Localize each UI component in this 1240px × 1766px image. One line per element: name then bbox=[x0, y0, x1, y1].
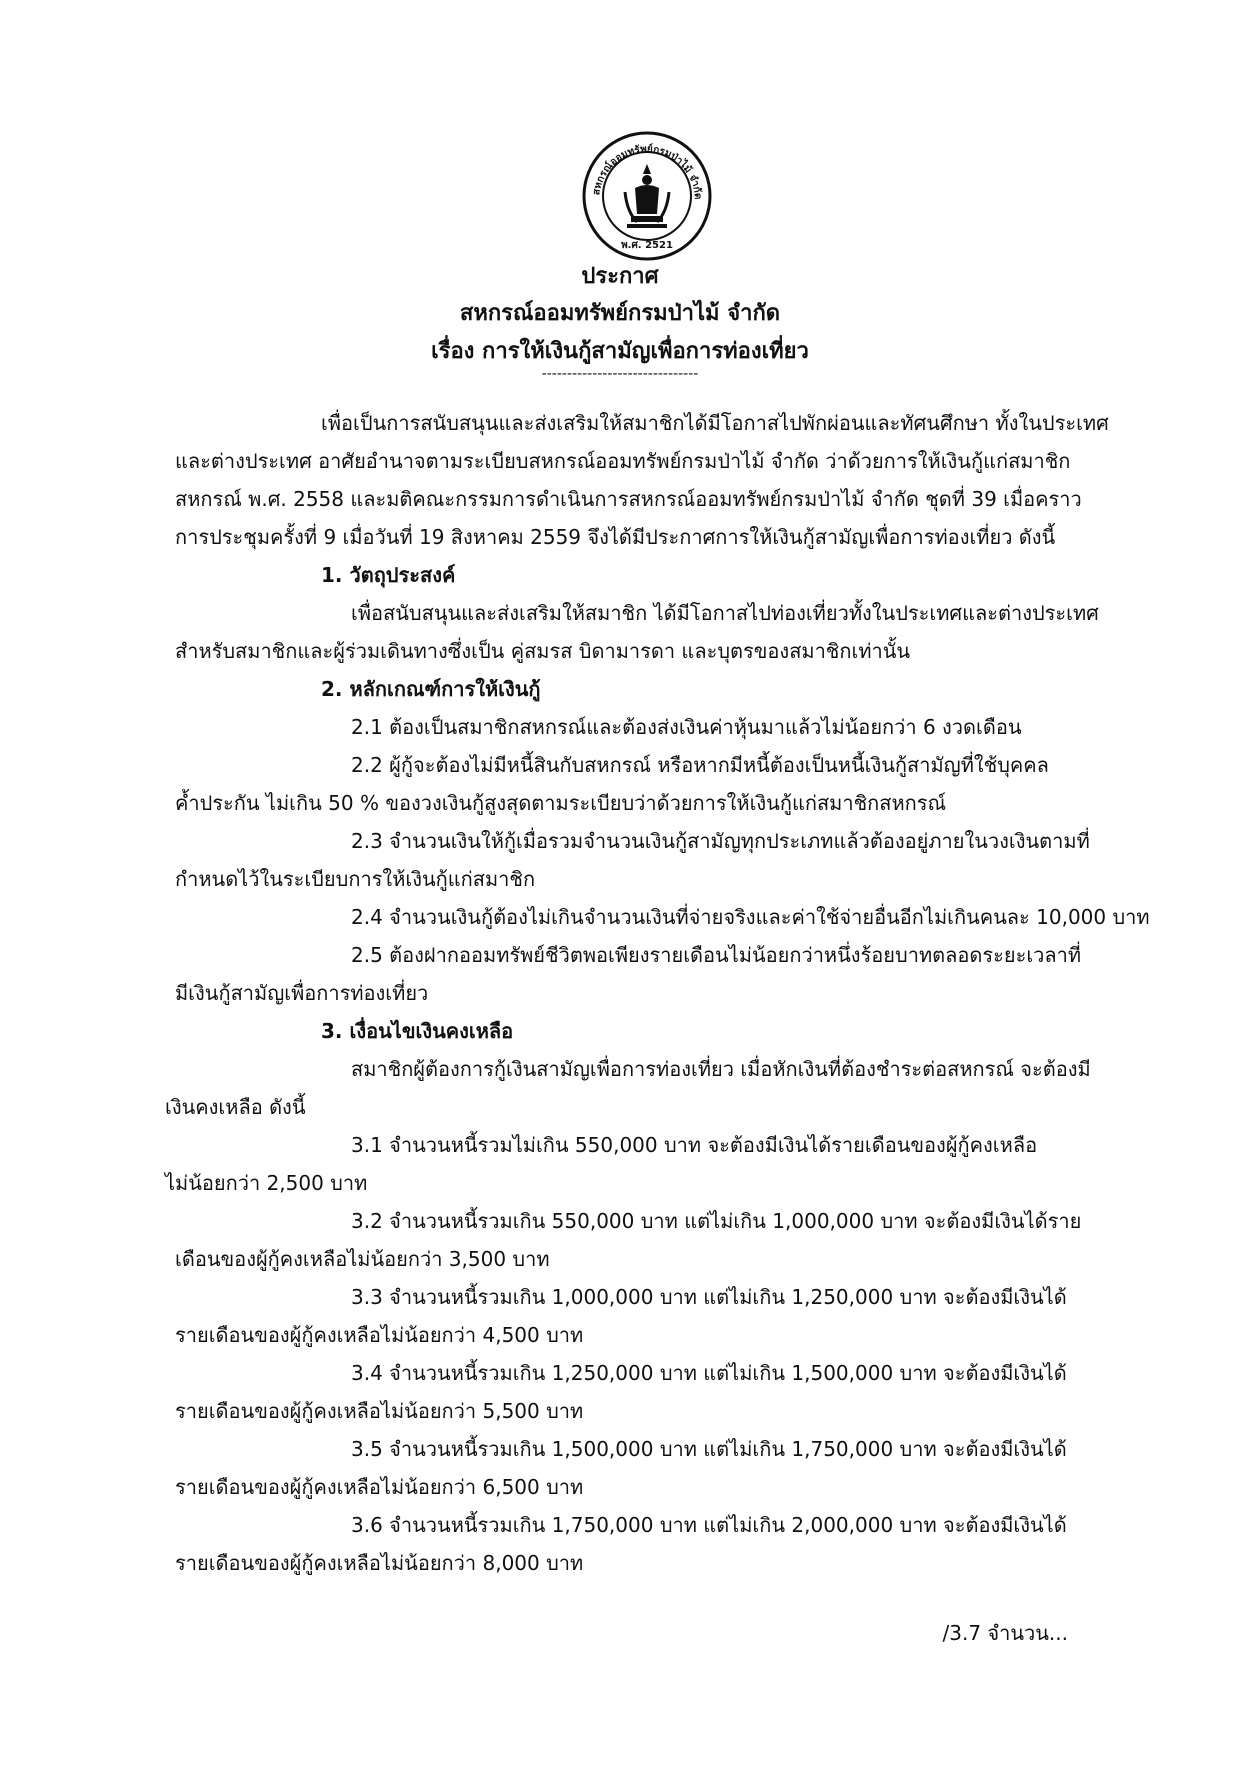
section-3-intro: สมาชิกผู้ต้องการกู้เงินสามัญเพื่อการท่องเที่ยว เมื่อหักเงินที่ต้องชำระต่อสหกรณ์ จะต้องมี bbox=[351, 1057, 1091, 1081]
svg-text:พ.ศ. 2521: พ.ศ. 2521 bbox=[621, 240, 673, 251]
cooperative-seal-logo bbox=[581, 130, 713, 262]
balance-rule-continued: รายเดือนของผู้กู้คงเหลือไม่น้อยกว่า 6,500 บาท bbox=[175, 1475, 584, 1499]
section-3-intro: เงินคงเหลือ ดังนี้ bbox=[165, 1095, 306, 1119]
intro-line: สหกรณ์ พ.ศ. 2558 และมติคณะกรรมการดำเนินการสหกรณ์ออมทรัพย์กรมป่าไม้ จำกัด ชุดที่ 39 เมื่อคราว bbox=[175, 487, 1082, 511]
organization-name: สหกรณ์ออมทรัพย์กรมป่าไม้ จำกัด bbox=[459, 301, 781, 326]
balance-rule-continued: เดือนของผู้กู้คงเหลือไม่น้อยกว่า 3,500 บาท bbox=[175, 1247, 550, 1271]
intro-line: และต่างประเทศ อาศัยอำนาจตามระเบียบสหกรณ์ออมทรัพย์กรมป่าไม้ จำกัด ว่าด้วยการให้เงินกู้แก่สมาชิก bbox=[175, 449, 1071, 473]
intro-line: การประชุมครั้งที่ 9 เมื่อวันที่ 19 สิงหาคม 2559 จึงได้มีประกาศการให้เงินกู้สามัญเพื่อการท่องเที่ยว ดังนี้ bbox=[175, 525, 1056, 549]
criterion-item: 2.5 ต้องฝากออมทรัพย์ชีวิตพอเพียงรายเดือนไม่น้อยกว่าหนึ่งร้อยบาทตลอดระยะเวลาที่ bbox=[351, 943, 1082, 967]
criterion-item: 2.4 จำนวนเงินกู้ต้องไม่เกินจำนวนเงินที่จ่ายจริงและค่าใช้จ่ายอื่นอีกไม่เกินคนละ 10,000 บาท bbox=[351, 905, 1150, 929]
page-title: ประกาศ bbox=[581, 264, 659, 289]
divider: ------------------------------- bbox=[541, 366, 699, 382]
criterion-item-continued: ค้ำประกัน ไม่เกิน 50 % ของวงเงินกู้สูงสุดตามระเบียบว่าด้วยการให้เงินกู้แก่สมาชิกสหกรณ์ bbox=[175, 791, 947, 815]
balance-rule: 3.2 จำนวนหนี้รวมเกิน 550,000 บาท แต่ไม่เกิน 1,000,000 บาท จะต้องมีเงินได้ราย bbox=[351, 1209, 1082, 1233]
section-1-text: เพื่อสนับสนุนและส่งเสริมให้สมาชิก ได้มีโอกาสไปท่องเที่ยวทั้งในประเทศและต่างประเทศ bbox=[351, 601, 1099, 625]
balance-rule-continued: รายเดือนของผู้กู้คงเหลือไม่น้อยกว่า 5,500 บาท bbox=[175, 1399, 584, 1423]
balance-rule-continued: รายเดือนของผู้กู้คงเหลือไม่น้อยกว่า 4,500 บาท bbox=[175, 1323, 584, 1347]
balance-rule-continued: รายเดือนของผู้กู้คงเหลือไม่น้อยกว่า 8,000 บาท bbox=[175, 1551, 584, 1575]
balance-rule: 3.4 จำนวนหนี้รวมเกิน 1,250,000 บาท แต่ไม่เกิน 1,500,000 บาท จะต้องมีเงินได้ bbox=[351, 1361, 1067, 1385]
criterion-item: 2.3 จำนวนเงินให้กู้เมื่อรวมจำนวนเงินกู้สามัญทุกประเภทแล้วต้องอยู่ภายในวงเงินตามที่ bbox=[351, 829, 1090, 853]
balance-rule-continued: ไม่น้อยกว่า 2,500 บาท bbox=[165, 1171, 368, 1195]
criterion-item-continued: มีเงินกู้สามัญเพื่อการท่องเที่ยว bbox=[175, 981, 429, 1005]
intro-line: เพื่อเป็นการสนับสนุนและส่งเสริมให้สมาชิกได้มีโอกาสไปพักผ่อนและทัศนศึกษา ทั้งในประเทศ bbox=[321, 411, 1109, 435]
page-continuation: /3.7 จำนวน... bbox=[942, 1621, 1068, 1645]
section-3-heading: 3. เงื่อนไขเงินคงเหลือ bbox=[321, 1019, 514, 1043]
criterion-item: 2.2 ผู้กู้จะต้องไม่มีหนี้สินกับสหกรณ์ หรือหากมีหนี้ต้องเป็นหนี้เงินกู้สามัญที่ใช้บุคคล bbox=[351, 753, 1049, 777]
balance-rule: 3.3 จำนวนหนี้รวมเกิน 1,000,000 บาท แต่ไม่เกิน 1,250,000 บาท จะต้องมีเงินได้ bbox=[351, 1285, 1067, 1309]
section-1-text: สำหรับสมาชิกและผู้ร่วมเดินทางซึ่งเป็น คู่สมรส บิดามารดา และบุตรของสมาชิกเท่านั้น bbox=[175, 639, 911, 663]
section-2-heading: 2. หลักเกณฑ์การให้เงินกู้ bbox=[321, 677, 541, 701]
criterion-item-continued: กำหนดไว้ในระเบียบการให้เงินกู้แก่สมาชิก bbox=[175, 867, 536, 891]
section-1-heading: 1. วัตถุประสงค์ bbox=[321, 563, 456, 587]
criterion-item: 2.1 ต้องเป็นสมาชิกสหกรณ์และต้องส่งเงินค่าหุ้นมาแล้วไม่น้อยกว่า 6 งวดเดือน bbox=[351, 715, 1022, 739]
balance-rule: 3.1 จำนวนหนี้รวมไม่เกิน 550,000 บาท จะต้องมีเงินได้รายเดือนของผู้กู้คงเหลือ bbox=[351, 1133, 1038, 1157]
balance-rule: 3.5 จำนวนหนี้รวมเกิน 1,500,000 บาท แต่ไม่เกิน 1,750,000 บาท จะต้องมีเงินได้ bbox=[351, 1437, 1067, 1461]
subject-line: เรื่อง การให้เงินกู้สามัญเพื่อการท่องเที่ยว bbox=[431, 339, 809, 364]
svg-text:สหกรณ์ออมทรัพย์กรมป่าไม้ จำกัด: สหกรณ์ออมทรัพย์กรมป่าไม้ จำกัด bbox=[591, 143, 704, 200]
balance-rule: 3.6 จำนวนหนี้รวมเกิน 1,750,000 บาท แต่ไม่เกิน 2,000,000 บาท จะต้องมีเงินได้ bbox=[351, 1513, 1067, 1537]
seal-emblem-icon bbox=[581, 130, 713, 262]
